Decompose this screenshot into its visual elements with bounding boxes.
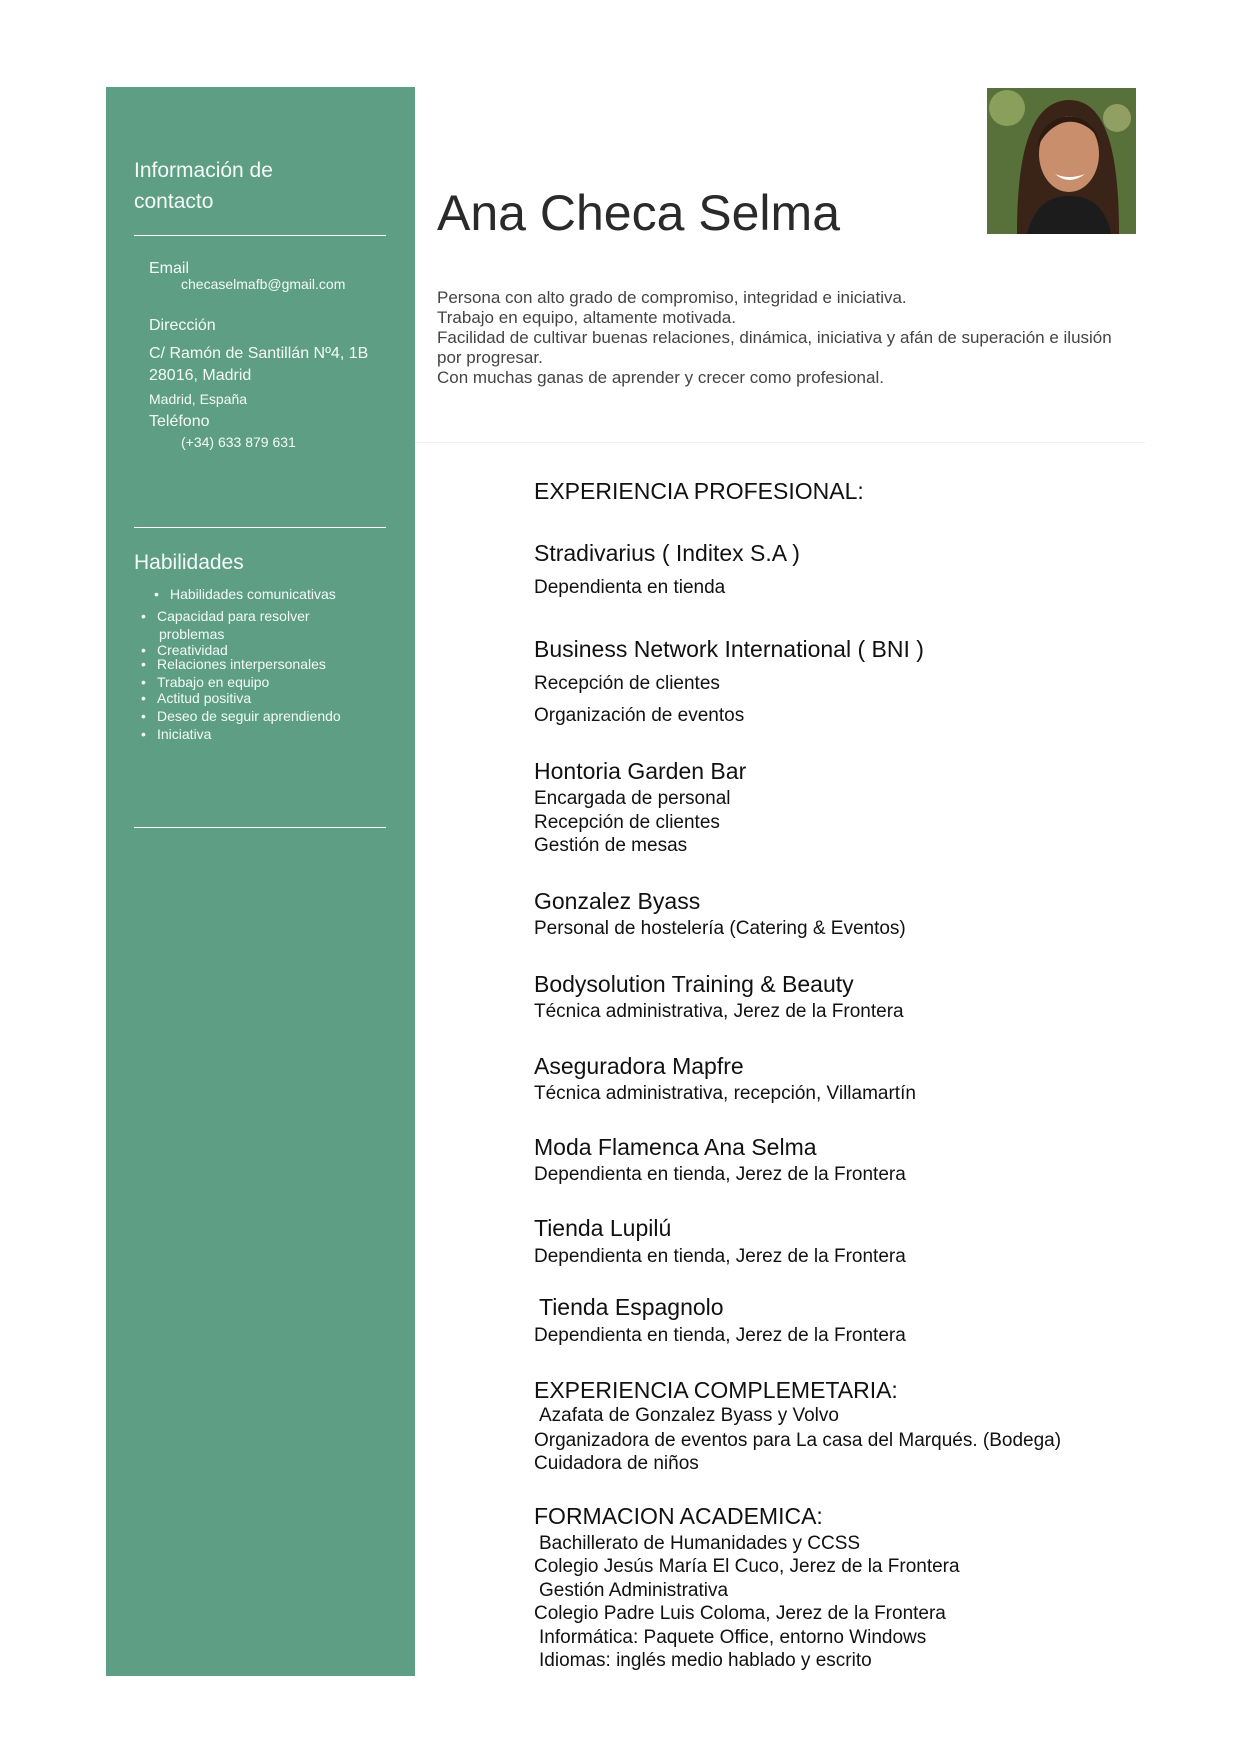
summary-line: Con muchas ganas de aprender y crecer como profesional. xyxy=(437,368,884,387)
skill-item: • Habilidades comunicativas xyxy=(154,586,336,602)
skill-item: • Creatividad xyxy=(141,642,228,658)
address-line-2: 28016, Madrid xyxy=(149,367,252,384)
bullet-icon: • xyxy=(141,608,146,624)
job-company: Tienda Lupilú xyxy=(534,1215,672,1241)
profile-summary xyxy=(437,288,1197,388)
bullet-icon: • xyxy=(141,708,146,724)
job-company: Tienda Espagnolo xyxy=(539,1294,724,1320)
education-line: Idiomas: inglés medio hablado y escrito xyxy=(539,1650,872,1671)
skill-item: • Deseo de seguir aprendiendo xyxy=(141,708,341,724)
summary-line: por progresar. xyxy=(437,348,543,367)
bullet-icon: • xyxy=(141,674,146,690)
skill-item: • Capacidad para resolver xyxy=(141,608,310,624)
portrait-illustration xyxy=(987,88,1136,234)
job-line: Organización de eventos xyxy=(534,705,745,726)
education-line: Gestión Administrativa xyxy=(539,1580,729,1601)
address-line-1: C/ Ramón de Santillán Nº4, 1B xyxy=(149,345,369,362)
complementary-line: Azafata de Gonzalez Byass y Volvo xyxy=(539,1405,839,1426)
job-line: Técnica administrativa, Jerez de la Frontera xyxy=(534,1001,904,1022)
phone-label: Teléfono xyxy=(149,413,210,430)
summary-line: Facilidad de cultivar buenas relaciones, dinámica, iniciativa y afán de superación e ilusión xyxy=(437,328,1112,347)
job-line: Gestión de mesas xyxy=(534,835,688,856)
skills-top-divider xyxy=(134,527,386,528)
contact-divider xyxy=(134,235,386,236)
education-line: Colegio Padre Luis Coloma, Jerez de la Frontera xyxy=(534,1603,946,1624)
job-line: Recepción de clientes xyxy=(534,812,720,833)
bullet-icon: • xyxy=(141,642,146,658)
job-line: Dependienta en tienda xyxy=(534,577,726,598)
skill-item: • Iniciativa xyxy=(141,726,212,742)
education-line: Informática: Paquete Office, entorno Windows xyxy=(539,1627,927,1648)
job-company: Aseguradora Mapfre xyxy=(534,1053,744,1079)
contact-heading-line-2: contacto xyxy=(134,190,214,213)
candidate-name: Ana Checa Selma xyxy=(437,185,841,241)
contact-heading-line-1: Información de xyxy=(134,159,273,182)
job-line: Recepción de clientes xyxy=(534,673,720,694)
skill-item: • Actitud positiva xyxy=(141,690,252,706)
skill-item: • Relaciones interpersonales xyxy=(141,656,326,672)
job-company: Gonzalez Byass xyxy=(534,888,701,914)
complementary-line: Organizadora de eventos para La casa del Marqués. (Bodega) xyxy=(534,1430,1062,1451)
skill-item: • Trabajo en equipo xyxy=(141,674,270,690)
job-line: Dependienta en tienda, Jerez de la Frontera xyxy=(534,1325,906,1346)
summary-line: Trabajo en equipo, altamente motivada. xyxy=(437,308,736,327)
address-line-3: Madrid, España xyxy=(149,391,248,407)
job-line: Encargada de personal xyxy=(534,788,731,809)
skill-item-continuation: problemas xyxy=(159,626,225,642)
address-label: Dirección xyxy=(149,317,216,334)
complementary-heading: EXPERIENCIA COMPLEMETARIA: xyxy=(534,1377,898,1403)
job-company: Business Network International ( BNI ) xyxy=(534,636,924,662)
summary-line: Persona con alto grado de compromiso, integridad e iniciativa. xyxy=(437,288,907,307)
bullet-icon: • xyxy=(141,690,146,706)
email-label: Email xyxy=(149,260,190,277)
job-company: Stradivarius ( Inditex S.A ) xyxy=(534,540,800,566)
job-company: Hontoria Garden Bar xyxy=(534,758,747,784)
job-company: Bodysolution Training & Beauty xyxy=(534,971,854,997)
complementary-line: Cuidadora de niños xyxy=(534,1453,699,1474)
education-heading: FORMACION ACADEMICA: xyxy=(534,1503,823,1529)
skills-bottom-divider xyxy=(134,827,386,828)
skills-heading: Habilidades xyxy=(134,551,244,574)
education-line: Colegio Jesús María El Cuco, Jerez de la Frontera xyxy=(534,1556,960,1577)
job-line: Técnica administrativa, recepción, Villamartín xyxy=(534,1083,916,1104)
job-line: Dependienta en tienda, Jerez de la Frontera xyxy=(534,1246,906,1267)
education-line: Bachillerato de Humanidades y CCSS xyxy=(539,1533,861,1554)
header-divider xyxy=(415,442,1145,443)
profile-photo xyxy=(987,88,1136,234)
job-line: Personal de hostelería (Catering & Eventos) xyxy=(534,918,906,939)
bullet-icon: • xyxy=(141,726,146,742)
bullet-icon: • xyxy=(154,586,159,602)
bullet-icon: • xyxy=(141,656,146,672)
sidebar xyxy=(106,87,415,1676)
job-company: Moda Flamenca Ana Selma xyxy=(534,1134,817,1160)
phone-value: (+34) 633 879 631 xyxy=(181,434,296,450)
experience-heading: EXPERIENCIA PROFESIONAL: xyxy=(534,478,864,504)
email-value: checaselmafb@gmail.com xyxy=(181,276,346,292)
job-line: Dependienta en tienda, Jerez de la Frontera xyxy=(534,1164,906,1185)
